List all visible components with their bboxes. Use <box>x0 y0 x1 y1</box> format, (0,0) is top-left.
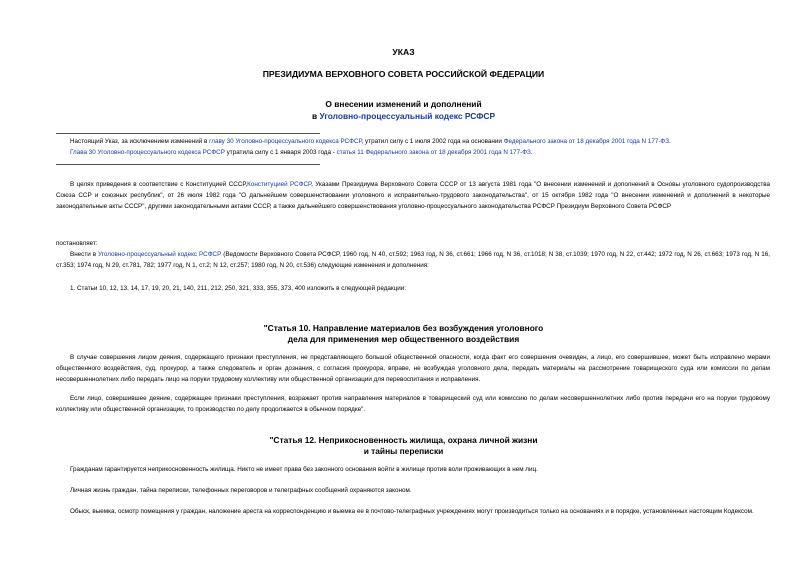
article-10-title: "Статья 10. Направление материалов без возбуждения уголовного <box>263 323 544 333</box>
subtitle-line: О внесении изменений и дополнений <box>325 99 482 109</box>
code-link[interactable]: Уголовно-процессуальный кодекс РСФСР <box>319 111 496 121</box>
decree-item-1: 1. Статьи 10, 12, 13, 14, 17, 19, 20, 21, 140, 211, 212, 250, 321, 333, 355, 373, 400 изложить в следующей редакции: <box>70 285 407 292</box>
note-text: , утратил силу с 1 июля 2002 года на основании <box>361 138 504 145</box>
note-divider-bottom <box>56 164 320 165</box>
subtitle-prefix: в <box>311 111 320 121</box>
chapter-30-link-2[interactable]: Глава 30 Уголовно-процессуального кодекса РСФСР <box>70 149 225 156</box>
note-divider-top <box>56 133 320 134</box>
note-text: утратила силу с 1 января 2003 года - <box>224 149 337 156</box>
chapter-30-link[interactable]: главу 30 Уголовно-процессуального кодекса РСФСР <box>209 138 362 145</box>
note-line-1 <box>56 136 770 147</box>
preamble-text: В целях приведения в соответствие с Конституцией СССР, <box>70 181 248 188</box>
note-paragraph <box>56 136 770 158</box>
note-text: . <box>669 138 671 145</box>
document-issuer: ПРЕЗИДИУМА ВЕРХОВНОГО СОВЕТА РОССИЙСКОЙ ФЕДЕРАЦИИ <box>262 69 545 79</box>
decree-text: Внести в <box>70 251 99 258</box>
preamble-text: , Указами Президиума Верховного Совета СССР от 13 августа 1981 года "О внесении изменений и дополнений в Основы уголовного судопроизводства Союза ССР и союзных республик", от 26 июля 1982 года "О дальнейшем совершенствовании уголовного и исправительно-трудового законодательства", от 15 октября 1982 года "О внесении изменений и дополнений в некоторые законодательные акты СССР", другими законодательными актами СССР, а также дальнейшего совершенствования уголовно-процессуального законодательства РСФСР Президиум Верховного Совета РСФСР <box>56 181 771 210</box>
article-12-paragraph-1: Гражданам гарантируется неприкосновенность жилища. Никто не имеет права без законного основания войти в жилище против воли проживающих в нем лиц. <box>70 466 538 473</box>
decree-label: постановляет: <box>56 240 98 247</box>
document-subtitle-2 <box>0 111 807 121</box>
federal-law-article-link[interactable]: статья 11 Федерального закона от 18 декабря 2001 года N 177-ФЗ <box>336 149 531 156</box>
document-title: УКАЗ <box>392 47 415 57</box>
note-text: . <box>530 149 533 156</box>
article-10-paragraph-1: В случае совершения лицом деяния, содержащего признаки преступления, не представляющего большой общественной опасности, когда факт его совершения очевиден, а лицо, его совершившее, может быть исправлено мерами общественного воздействия, суд, прокурор, а также следователь и орган дознания, с согласия прокурора, вправе, не возбуждая уголовного дела, передать материалы на рассмотрение товарищеского суда или комиссии по делам несовершеннолетних либо передать лицо на поруки трудовому коллективу или общественной организации для перевоспитания и исправления. <box>56 354 770 383</box>
article-10-paragraph-2: Если лицо, совершившее деяние, содержащее признаки преступления, возражает против направления материалов в товарищеский суд или комиссию по делам несовершеннолетних либо против передачи его на поруки трудовому коллективу или общественной организации, то производство по делу продолжается в обычном порядке". <box>56 395 770 413</box>
article-12-title: "Статья 12. Неприкосновенность жилища, охрана личной жизни <box>269 435 538 445</box>
constitution-link[interactable]: Конституцией РСФСР <box>247 181 312 188</box>
decree-paragraph <box>56 249 770 271</box>
note-text: Настоящий Указ, за исключением изменений в <box>70 138 210 145</box>
decree-text: (Ведомости Верховного Совета РСФСР, 1960 год, N 40, ст.592; 1963 год, N 36, ст.661; 1966 год, N 36, ст.1018; N 38, ст.1039; 1970 год, N 22, ст.442; 1972 год, N 26, ст.663; 1973 год, N 16, ст.353; 1974 год, N 29, ст.781, 782; 1977 год, N 1, ст.2; N 12, ст.257; 1980 год, N 20, ст.536) следующие изменения и дополнения: <box>56 251 771 269</box>
article-12-paragraph-3: Обыск, выемка, осмотр помещения у граждан, наложение ареста на корреспонденцию и выемка ее в почтово-телеграфных учреждениях могут производиться только на основаниях и в порядке, установленных настоящим Кодексом. <box>70 508 754 515</box>
article-10-title-2: дела для применения мер общественного воздействия <box>287 334 520 344</box>
document-subtitle <box>0 99 807 109</box>
article-12-paragraph-2: Личная жизнь граждан, тайна переписки, телефонных переговоров и телеграфных сообщений охраняются законом. <box>70 487 412 494</box>
federal-law-link[interactable]: Федерального закона от 18 декабря 2001 года N 177-ФЗ <box>503 138 670 145</box>
note-line-2 <box>56 147 770 158</box>
code-link-2[interactable]: Уголовно-процессуальный кодекс РСФСР <box>98 251 222 258</box>
article-12-title-2: и тайны переписки <box>363 446 444 456</box>
preamble-paragraph <box>56 179 770 212</box>
